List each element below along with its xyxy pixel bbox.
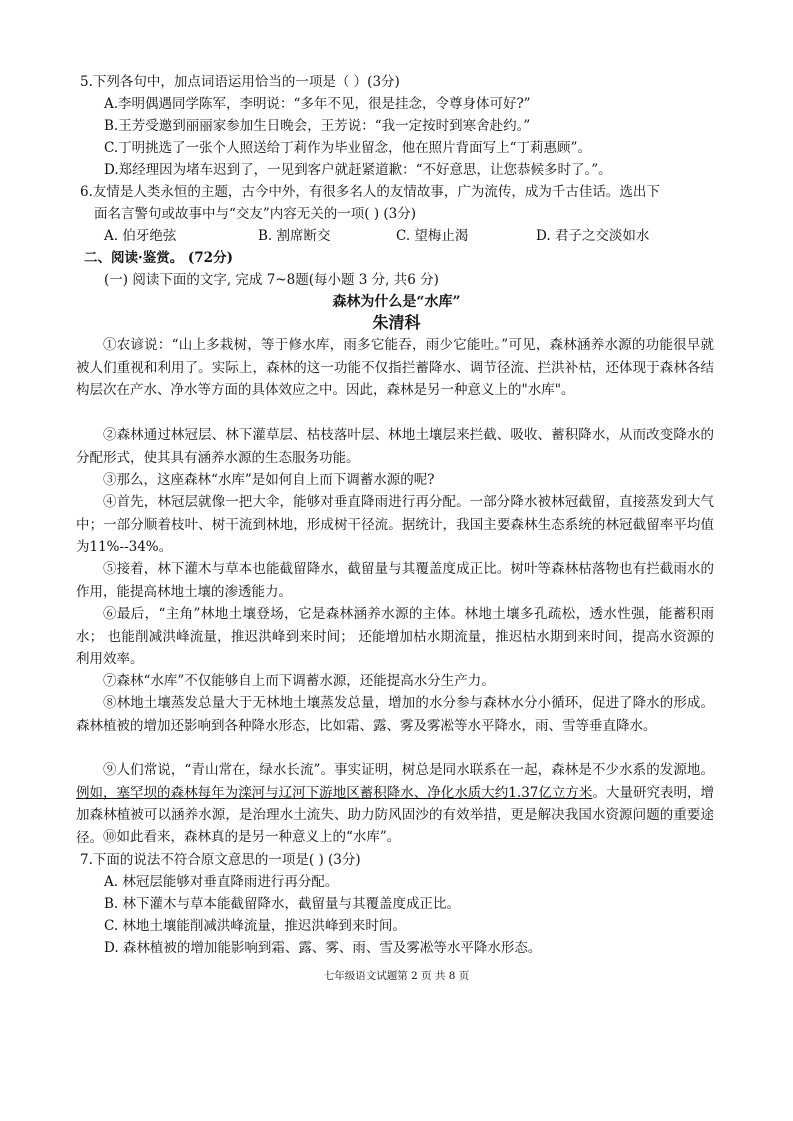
- article-paragraph-3: ③那么，这座森林“水库”是如何自上而下调蓄水源的呢?: [103, 472, 435, 488]
- q6-stem-line2: 面名言警句或故事中与“交友”内容无关的一项( ) (3分): [94, 206, 417, 222]
- paragraph-9-tail: 。大量研究表明，增加森林植被可以涵养水源，是治理水土流失、助力防风固沙的有效举措，更是解决我国水资源问题的重要途径。: [76, 784, 714, 846]
- q5-stem: 5.下列各句中，加点词语运用恰当的一项是（ ）(3分): [80, 74, 400, 90]
- article-paragraph-10: ⑩如此看来，森林真的是另一种意义上的“水库”。: [103, 829, 401, 845]
- q7-stem: 7.下面的说法不符合原文意思的一项是( ) (3分): [80, 852, 361, 868]
- subsection-instruction: (一) 阅读下面的文字, 完成 7~8题(每小题 3 分, 共6 分): [104, 272, 439, 288]
- article-paragraph-8: ⑧林地土壤蒸发总量大于无林地土壤蒸发总量，增加的水分参与森林水分小循环，促进了降水的形成。森林植被的增加还影响到各种降水形态，比如霜、露、雾及雾凇等水平降水，雨、雪等垂直降水。: [76, 695, 714, 734]
- q6-option-a: A. 伯牙绝弦: [104, 228, 177, 244]
- q7-option-d: D. 森林植被的增加能影响到霜、露、雾、雨、雪及雾凇等水平降水形态。: [104, 940, 542, 956]
- q6-option-c: C. 望梅止渴: [396, 228, 469, 244]
- article-paragraph-4: ④首先，林冠层就像一把大伞，能够对垂直降雨进行再分配。一部分降水被林冠截留，直接蒸发到大气中；一部分顺着枝叶、树干流到林地，形成树干径流。据统计，我国主要森林生态系统的林冠截留率平均值为11%--34%。: [76, 494, 714, 555]
- article-paragraph-1: ①农谚说：“山上多栽树，等于修水库，雨多它能吞，雨少它能吐。”可见，森林涵养水源的功能很早就被人们重视和利用了。实际上，森林的这一功能不仅指拦蓄降水、调节径流、拦洪补枯，还体现于森林各结构层次在产水、净水等方面的具体效应之中。因此，森林是另一种意义上的"水库"。: [76, 337, 714, 398]
- q7-option-c: C. 林地土壤能削减洪峰流量，推迟洪峰到来时间。: [104, 918, 406, 934]
- paragraph-9-underlined-example: 例如，塞罕坝的森林每年为滦河与辽河下游地区蓄积降水、净化水质大约1.37亿立方米: [76, 784, 593, 801]
- q6-option-d: D. 君子之交淡如水: [536, 228, 650, 244]
- page-footer: 七年级语文试题第 2 页 共 8 页: [323, 970, 470, 982]
- q6-stem-line1: 6.友情是人类永恒的主题，古今中外，有很多名人的友情故事，广为流传，成为千古佳话。选出下: [80, 184, 660, 200]
- q5-option-b: B.王芳受邀到丽丽家参加生日晚会，王芳说：“我一定按时到寒舍赴约。”: [104, 118, 531, 134]
- q7-option-a: A. 林冠层能够对垂直降雨进行再分配。: [104, 874, 339, 890]
- article-paragraph-7: ⑦森林“水库”不仅能够自上而下调蓄水源，还能提高水分生产力。: [103, 673, 495, 689]
- section-heading: 二、阅读·鉴赏。 (72分): [84, 250, 233, 266]
- q5-option-d: D.郑经理因为堵车迟到了，一见到客户就赶紧道歉：“不好意思，让您恭候多时了。”。: [104, 162, 612, 178]
- paragraph-9-lead: ⑨人们常说，“青山常在，绿水长流”。事实证明，树总是同水联系在一起，森林是不少水系的发源地。: [103, 762, 714, 778]
- article-paragraph-6: ⑥最后，“主角”林地土壤登场，它是森林涵养水源的主体。林地土壤多孔疏松，透水性强，能蓄积雨水； 也能削减洪峰流量，推迟洪峰到来时间； 还能增加枯水期流量，推迟枯水期到来时间，提高水资源的利用效率。: [76, 606, 714, 667]
- article-title: 森林为什么是“水库”: [332, 294, 461, 310]
- q5-option-c: C.丁明挑选了一张个人照送给丁莉作为毕业留念，他在照片背面写上“丁莉惠顾”。: [104, 140, 591, 156]
- article-author: 朱清科: [372, 313, 421, 332]
- q6-option-b: B. 割席断交: [258, 228, 331, 244]
- q5-option-a: A.李明偶遇同学陈军，李明说：“多年不见，很是挂念，令尊身体可好?”: [104, 96, 531, 112]
- q7-option-b: B. 林下灌木与草本能截留降水，截留量与其覆盖度成正比。: [104, 896, 461, 912]
- article-paragraph-2: ②森林通过林冠层、林下灌草层、枯枝落叶层、林地土壤层来拦截、吸收、蓄积降水，从而改变降水的分配形式，使其具有涵养水源的生态服务功能。: [76, 427, 714, 466]
- article-paragraph-5: ⑤接着，林下灌木与草本也能截留降水，截留量与其覆盖度成正比。树叶等森林枯落物也有拦截雨水的作用，能提高林地土壤的渗透能力。: [76, 561, 714, 600]
